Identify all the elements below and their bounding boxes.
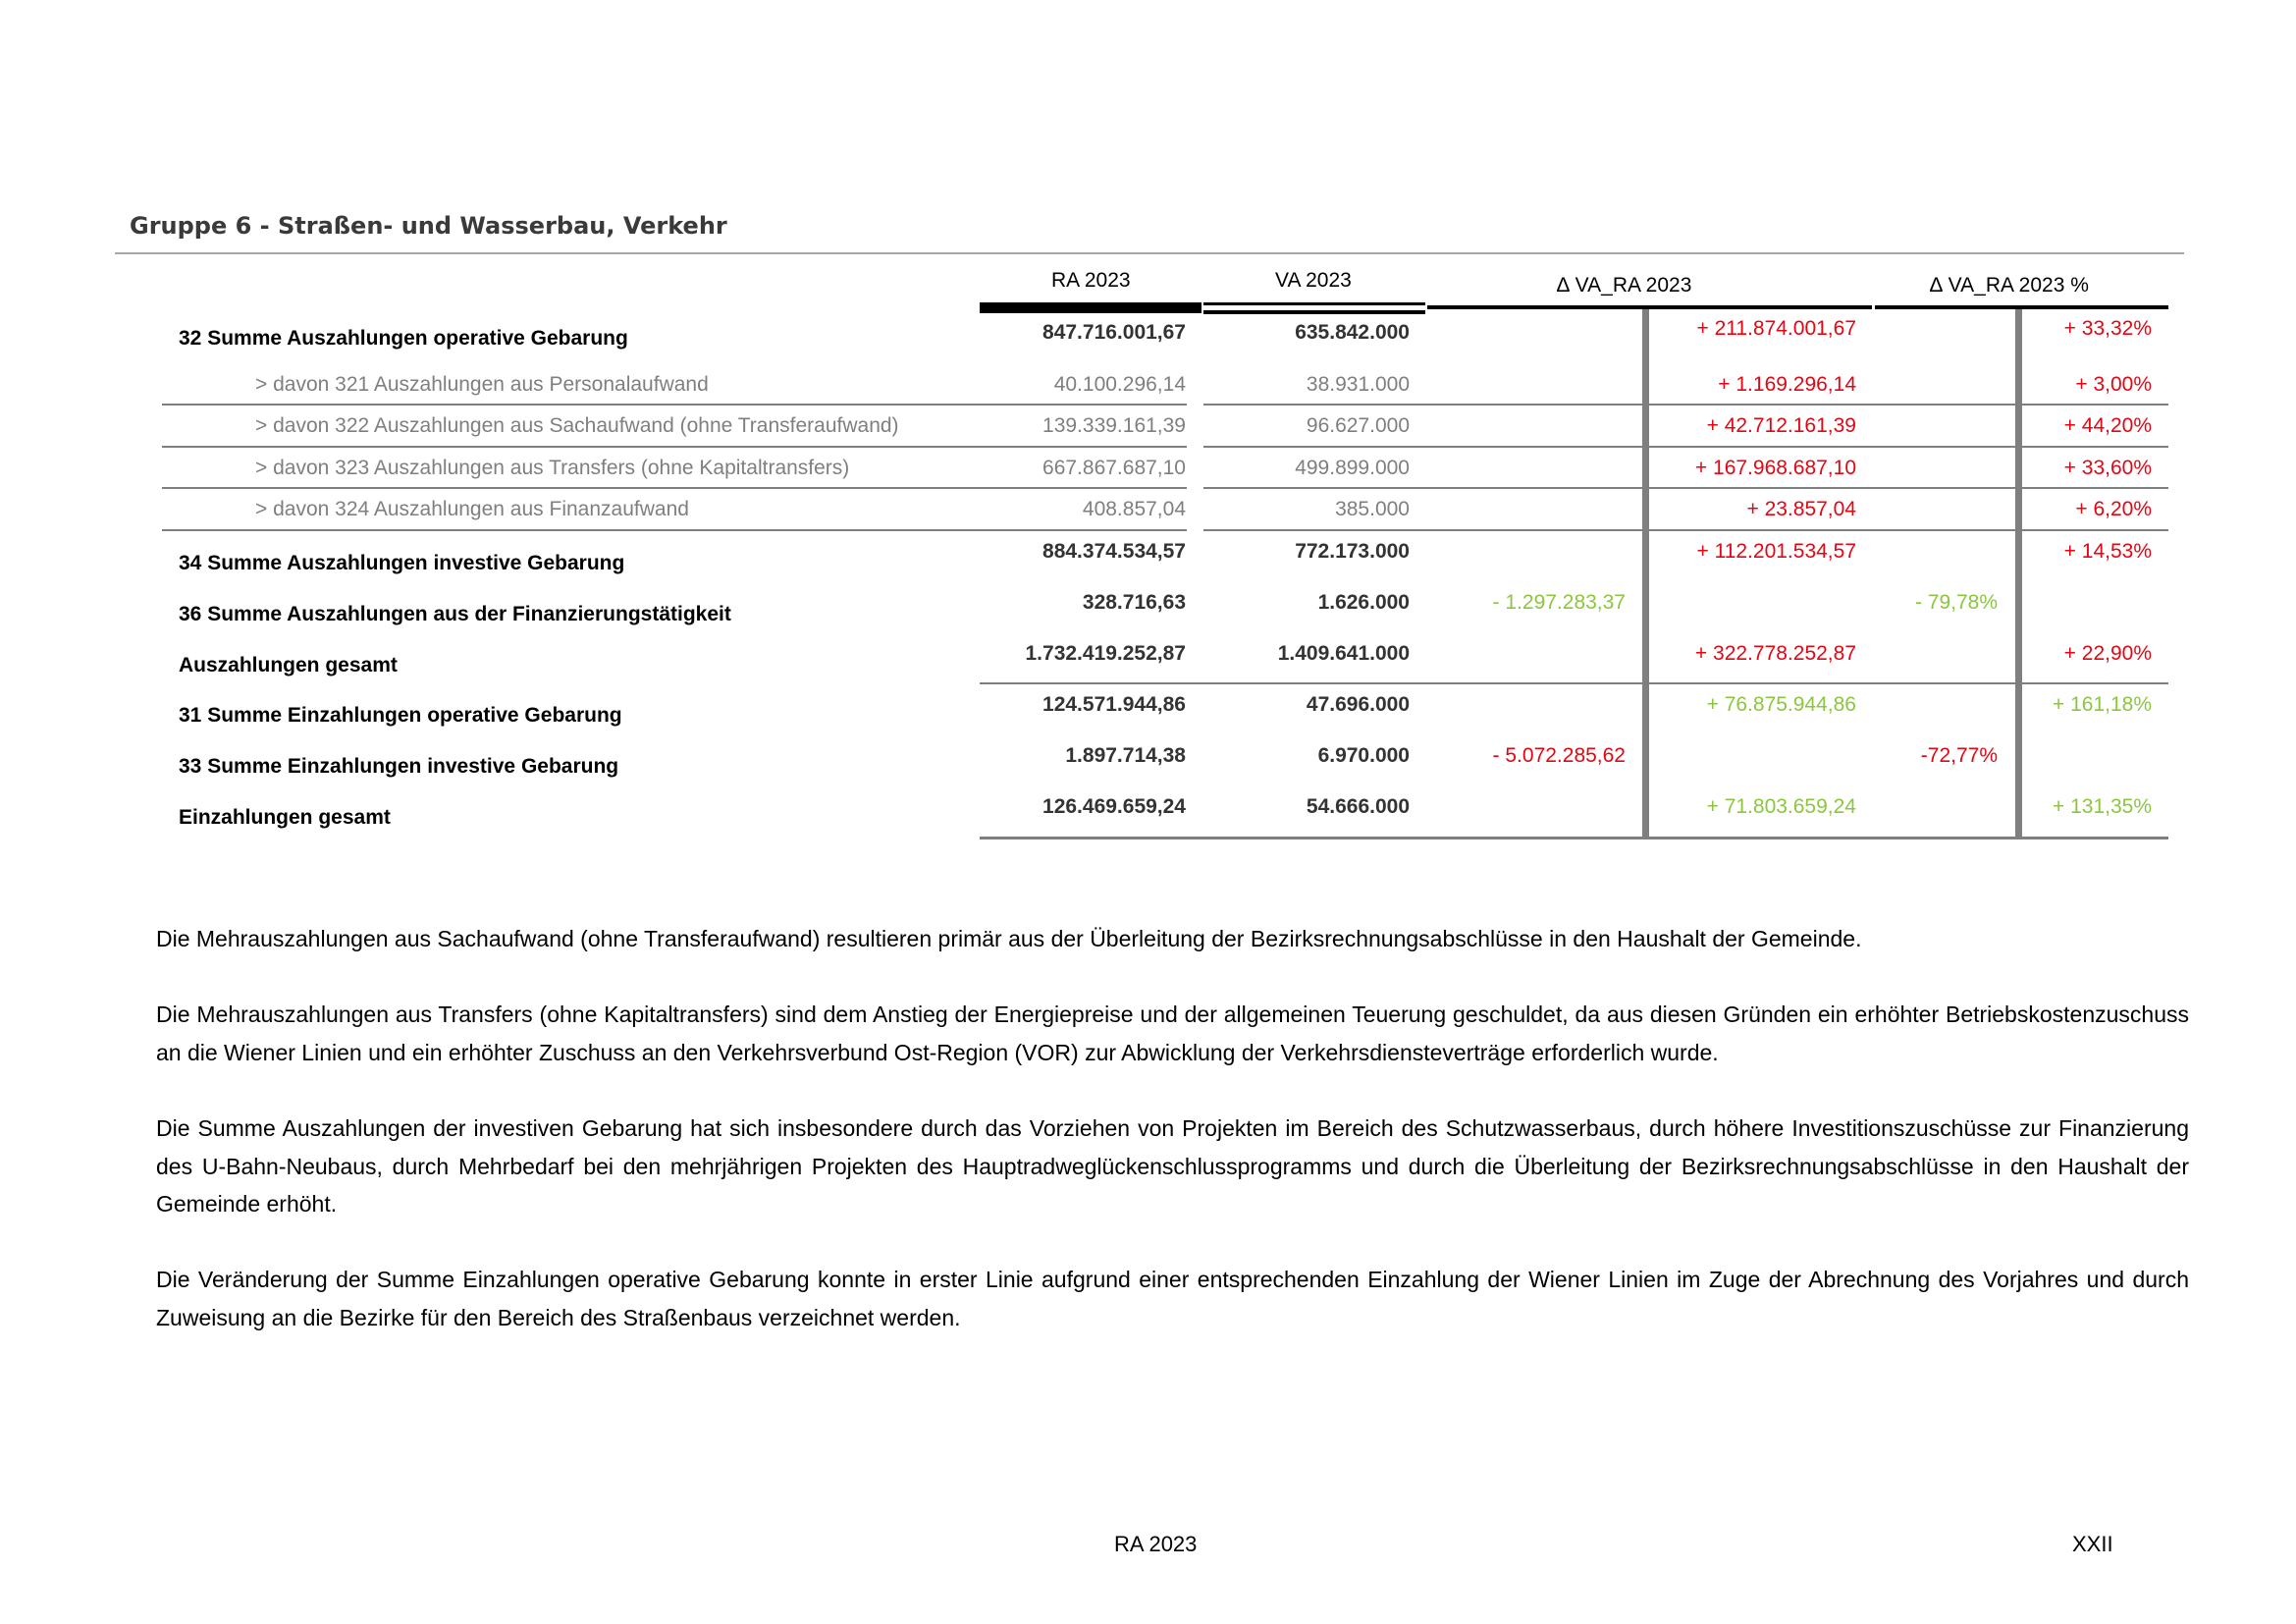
ra-value: 1.897.714,38: [1065, 744, 1186, 767]
delta-pct-value: + 161,18%: [2052, 693, 2152, 716]
ra-value: 328.716,63: [1082, 591, 1186, 614]
ra-value: 884.374.534,57: [1042, 540, 1186, 563]
delta-value: + 322.778.252,87: [1694, 642, 1856, 665]
delta-pct-value: -72,77%: [1920, 744, 1998, 767]
paragraph: Die Summe Auszahlungen der investiven Gebarung hat sich insbesondere durch das Vorziehen von Projekten im Bereich des Schutzwasserbaus, durch höhere Investitionszuschüsse zur Finanzierung des U-Bahn-Neubaus, durch Mehrbedarf bei den mehrjährigen Projekten des Hauptradweglückenschlussprogramms und durch die Überleitung der Bezirksrechnungsabschlüsse in den Haushalt der Gemeinde erhöht.: [156, 1115, 2189, 1217]
delta-value: + 42.712.161,39: [1706, 414, 1856, 437]
ra-value: 667.867.687,10: [1042, 457, 1186, 479]
va-value: 499.899.000: [1295, 457, 1410, 479]
page-number: XXII: [2072, 1532, 2113, 1556]
va-value: 1.409.641.000: [1277, 642, 1410, 665]
ra-header-bar: [980, 302, 1201, 313]
row-divider: [162, 529, 1187, 531]
ra-value: 124.571.944,86: [1042, 693, 1186, 716]
va-value: 54.666.000: [1306, 795, 1410, 818]
delta-value: + 71.803.659,24: [1706, 795, 1856, 818]
delta-value: + 112.201.534,57: [1696, 540, 1856, 563]
row-label: > davon 324 Auszahlungen aus Finanzaufwand: [255, 498, 689, 520]
ra-value: 847.716.001,67: [1042, 321, 1186, 344]
delta-pct-value: + 3,00%: [2075, 373, 2152, 396]
ra-value: 139.339.161,39: [1042, 414, 1186, 437]
row-label: 32 Summe Auszahlungen operative Gebarung: [179, 327, 628, 350]
va-value: 6.970.000: [1317, 744, 1410, 767]
va-value: 38.931.000: [1306, 373, 1410, 396]
ra-value: 126.469.659,24: [1042, 795, 1186, 818]
delta-pct-value: + 131,35%: [2052, 795, 2152, 818]
paragraph: Die Mehrauszahlungen aus Transfers (ohne Kapitaltransfers) sind dem Anstieg der Energiepreise und der allgemeinen Teuerung geschuldet, da aus diesen Gründen ein erhöhter Betriebskostenzuschuss an die Wiener Linien und ein erhöhter Zuschuss an den Verkehrsverbund Ost-Region (VOR) zur Abwicklung der Verkehrsdiensteverträge erforderlich wurde.: [156, 1001, 2189, 1065]
row-label: > davon 322 Auszahlungen aus Sachaufwand (ohne Transferaufwand): [255, 414, 899, 437]
delta-pct-value: + 22,90%: [2063, 642, 2152, 665]
footer-report-label: RA 2023: [1114, 1532, 1198, 1556]
ra-value: 408.857,04: [1082, 498, 1186, 520]
row-divider: [162, 446, 1187, 448]
table-bottom-rule: [980, 837, 2168, 839]
row-label: Auszahlungen gesamt: [179, 654, 398, 677]
row-label: Einzahlungen gesamt: [179, 806, 391, 829]
delta-header-bar: [1427, 305, 1872, 309]
row-label: > davon 321 Auszahlungen aus Personalaufwand: [255, 373, 709, 396]
va-value: 772.173.000: [1295, 540, 1410, 563]
row-divider: [162, 404, 1187, 406]
va-value: 385.000: [1335, 498, 1410, 520]
paragraph: Die Veränderung der Summe Einzahlungen operative Gebarung konnte in erster Linie aufgrund einer entsprechenden Einzahlung der Wiener Linien im Zuge der Abrechnung des Vorjahres und durch Zuweisung an die Bezirke für den Bereich des Straßenbaus verzeichnet werden.: [156, 1267, 2189, 1330]
delta-pct-value: + 14,53%: [2063, 540, 2152, 563]
va-value: 47.696.000: [1306, 693, 1410, 716]
delta-value: + 76.875.944,86: [1706, 693, 1856, 716]
row-divider: [162, 487, 1187, 489]
paragraph: Die Mehrauszahlungen aus Sachaufwand (ohne Transferaufwand) resultieren primär aus der Überleitung der Bezirksrechnungsabschlüsse in den Haushalt der Gemeinde.: [156, 926, 1862, 951]
row-divider: [1203, 446, 2168, 448]
delta-value: + 211.874.001,67: [1696, 317, 1856, 340]
va-value: 1.626.000: [1317, 591, 1410, 614]
ra-value: 1.732.419.252,87: [1025, 642, 1186, 665]
row-divider: [1203, 487, 2168, 489]
row-divider: [1203, 529, 2168, 531]
row-label: 36 Summe Auszahlungen aus der Finanzierungstätigkeit: [179, 603, 731, 625]
delta-pct-column-separator: [2015, 309, 2022, 838]
column-header-delta-pct: ∆ VA_RA 2023 %: [1930, 274, 2089, 297]
delta-value: - 5.072.285,62: [1492, 744, 1626, 767]
column-header-ra: RA 2023: [1051, 269, 1131, 292]
column-header-va: VA 2023: [1275, 269, 1352, 292]
row-label: 33 Summe Einzahlungen investive Gebarung: [179, 755, 619, 778]
column-header-delta: ∆ VA_RA 2023: [1557, 274, 1692, 297]
delta-pct-value: + 6,20%: [2075, 498, 2152, 520]
ra-value: 40.100.296,14: [1053, 373, 1186, 396]
va-header-bar-top: [1203, 302, 1425, 305]
delta-pct-value: + 44,20%: [2063, 414, 2152, 437]
va-value: 96.627.000: [1306, 414, 1410, 437]
delta-value: - 1.297.283,37: [1492, 591, 1626, 614]
section-divider: [980, 682, 2168, 684]
page-title: Gruppe 6 - Straßen- und Wasserbau, Verkehr: [130, 212, 727, 240]
delta-pct-value: + 33,60%: [2063, 457, 2152, 479]
va-header-bar-bottom: [1203, 310, 1425, 314]
delta-pct-value: + 33,32%: [2063, 317, 2152, 340]
va-value: 635.842.000: [1295, 321, 1410, 344]
row-divider: [1203, 404, 2168, 406]
row-label: 31 Summe Einzahlungen operative Gebarung: [179, 704, 622, 727]
delta-value: + 23.857,04: [1746, 498, 1856, 520]
row-label: > davon 323 Auszahlungen aus Transfers (ohne Kapitaltransfers): [255, 457, 850, 479]
delta-pct-value: - 79,78%: [1914, 591, 1998, 614]
delta-value: + 167.968.687,10: [1694, 457, 1856, 479]
delta-column-separator: [1642, 309, 1649, 838]
title-divider: [115, 252, 2184, 254]
row-label: 34 Summe Auszahlungen investive Gebarung: [179, 552, 625, 574]
delta-value: + 1.169.296,14: [1718, 373, 1856, 396]
